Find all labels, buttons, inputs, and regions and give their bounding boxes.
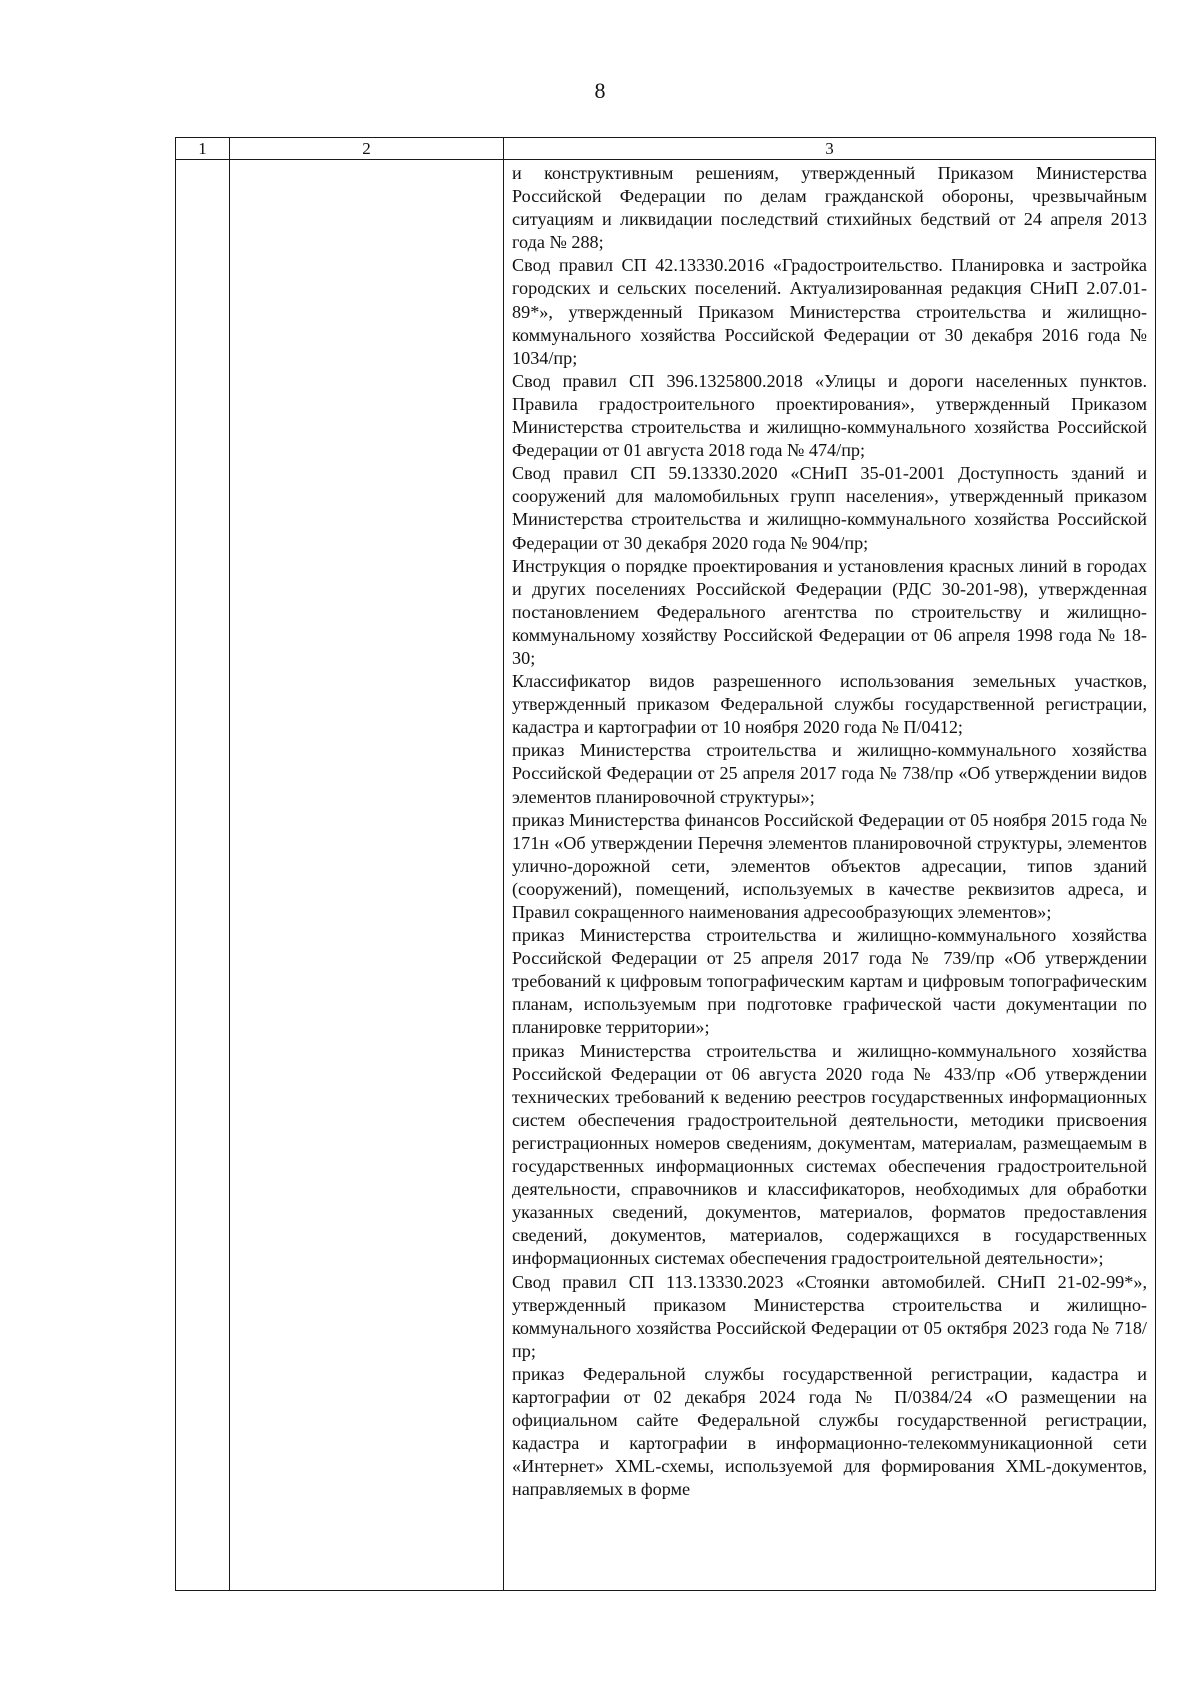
regulations-list bbox=[504, 160, 1155, 1501]
regulation-paragraph: Классификатор видов разрешенного использования земельных участков, утвержденный приказом Федеральной службы государственной регистрации, кадастра и картографии от 10 ноября 2020 года № П/0412; bbox=[512, 671, 1147, 738]
cell-col-2 bbox=[230, 160, 504, 1591]
page-number: 8 bbox=[594, 78, 606, 103]
column-header-1: 1 bbox=[176, 138, 230, 160]
regulation-paragraph: Свод правил СП 42.13330.2016 «Градостроительство. Планировка и застройка городских и сельских поселений. Актуализированная редакция СНиП 2.07.01-89*», утвержденный Приказом Министерства строительства и жилищно-коммунального хозяйства Российской Федерации от 30 декабря 2016 года № 1034/пр; bbox=[512, 255, 1147, 368]
regulation-paragraph: Инструкция о порядке проектирования и установления красных линий в городах и других поселениях Российской Федерации (РДС 30-201-98), утвержденная постановлением Федерального агентства по строительству и жилищно-коммунальному хозяйству Российской Федерации от 06 апреля 1998 года № 18-30; bbox=[512, 555, 1147, 668]
regulations-table bbox=[175, 137, 1156, 1591]
regulation-paragraph: приказ Министерства строительства и жилищно-коммунального хозяйства Российской Федерации от 25 апреля 2017 года № 739/пр «Об утверждении требований к цифровым топографическим картам и цифровым топографическим планам, используемым при подготовке графической части документации по планировке территории»; bbox=[512, 925, 1147, 1038]
column-header-3: 3 bbox=[504, 138, 1156, 160]
table-row bbox=[176, 160, 1156, 1591]
regulation-paragraph: Свод правил СП 113.13330.2023 «Стоянки автомобилей. СНиП 21-02-99*», утвержденный приказом Министерства строительства и жилищно-коммунального хозяйства Российской Федерации от 05 октября 2023 года № 718/пр; bbox=[512, 1271, 1147, 1361]
regulation-paragraph: приказ Министерства финансов Российской Федерации от 05 ноября 2015 года № 171н «Об утверждении Перечня элементов планировочной структуры, элементов улично-дорожной сети, элементов объектов адресации, типов зданий (сооружений), помещений, используемых в качестве реквизитов адреса, и Правил сокращенного наименования адресообразующих элементов»; bbox=[512, 809, 1147, 922]
regulation-paragraph: приказ Министерства строительства и жилищно-коммунального хозяйства Российской Федерации от 06 августа 2020 года № 433/пр «Об утверждении технических требований к ведению реестров государственных информационных систем обеспечения градостроительной деятельности, методики присвоения регистрационных номеров сведениям, документам, материалам, размещаемым в государственных информационных системах обеспечения градостроительной деятельности, справочников и классификаторов, необходимых для обработки указанных сведений, документов, материалов, форматов предоставления сведений, документов, материалов, содержащихся в государственных информационных системах обеспечения градостроительной деятельности»; bbox=[512, 1040, 1147, 1269]
regulation-paragraph: приказ Министерства строительства и жилищно-коммунального хозяйства Российской Федерации от 25 апреля 2017 года № 738/пр «Об утверждении видов элементов планировочной структуры»; bbox=[512, 740, 1147, 807]
column-header-2: 2 bbox=[230, 138, 504, 160]
table-header-row bbox=[176, 138, 1156, 160]
regulation-paragraph: приказ Федеральной службы государственной регистрации, кадастра и картографии от 02 декабря 2024 года № П/0384/24 «О размещении на официальном сайте Федеральной службы государственной регистрации, кадастра и картографии в информационно-телекоммуникационной сети «Интернет» XML-схемы, используемой для формирования XML-документов, направляемых в форме bbox=[512, 1363, 1147, 1500]
regulation-paragraph: Свод правил СП 59.13330.2020 «СНиП 35-01-2001 Доступность зданий и сооружений для маломобильных групп населения», утвержденный приказом Министерства строительства и жилищно-коммунального хозяйства Российской Федерации от 30 декабря 2020 года № 904/пр; bbox=[512, 463, 1147, 553]
regulation-paragraph: Свод правил СП 396.1325800.2018 «Улицы и дороги населенных пунктов. Правила градостроительного проектирования», утвержденный Приказом Министерства строительства и жилищно-коммунального хозяйства Российской Федерации от 01 августа 2018 года № 474/пр; bbox=[512, 370, 1147, 461]
cell-col-1 bbox=[176, 160, 230, 1591]
regulation-paragraph: и конструктивным решениям, утвержденный Приказом Министерства Российской Федерации по делам гражданской обороны, чрезвычайным ситуациям и ликвидации последствий стихийных бедствий от 24 апреля 2013 года № 288; bbox=[512, 163, 1147, 253]
cell-col-3 bbox=[504, 160, 1156, 1591]
